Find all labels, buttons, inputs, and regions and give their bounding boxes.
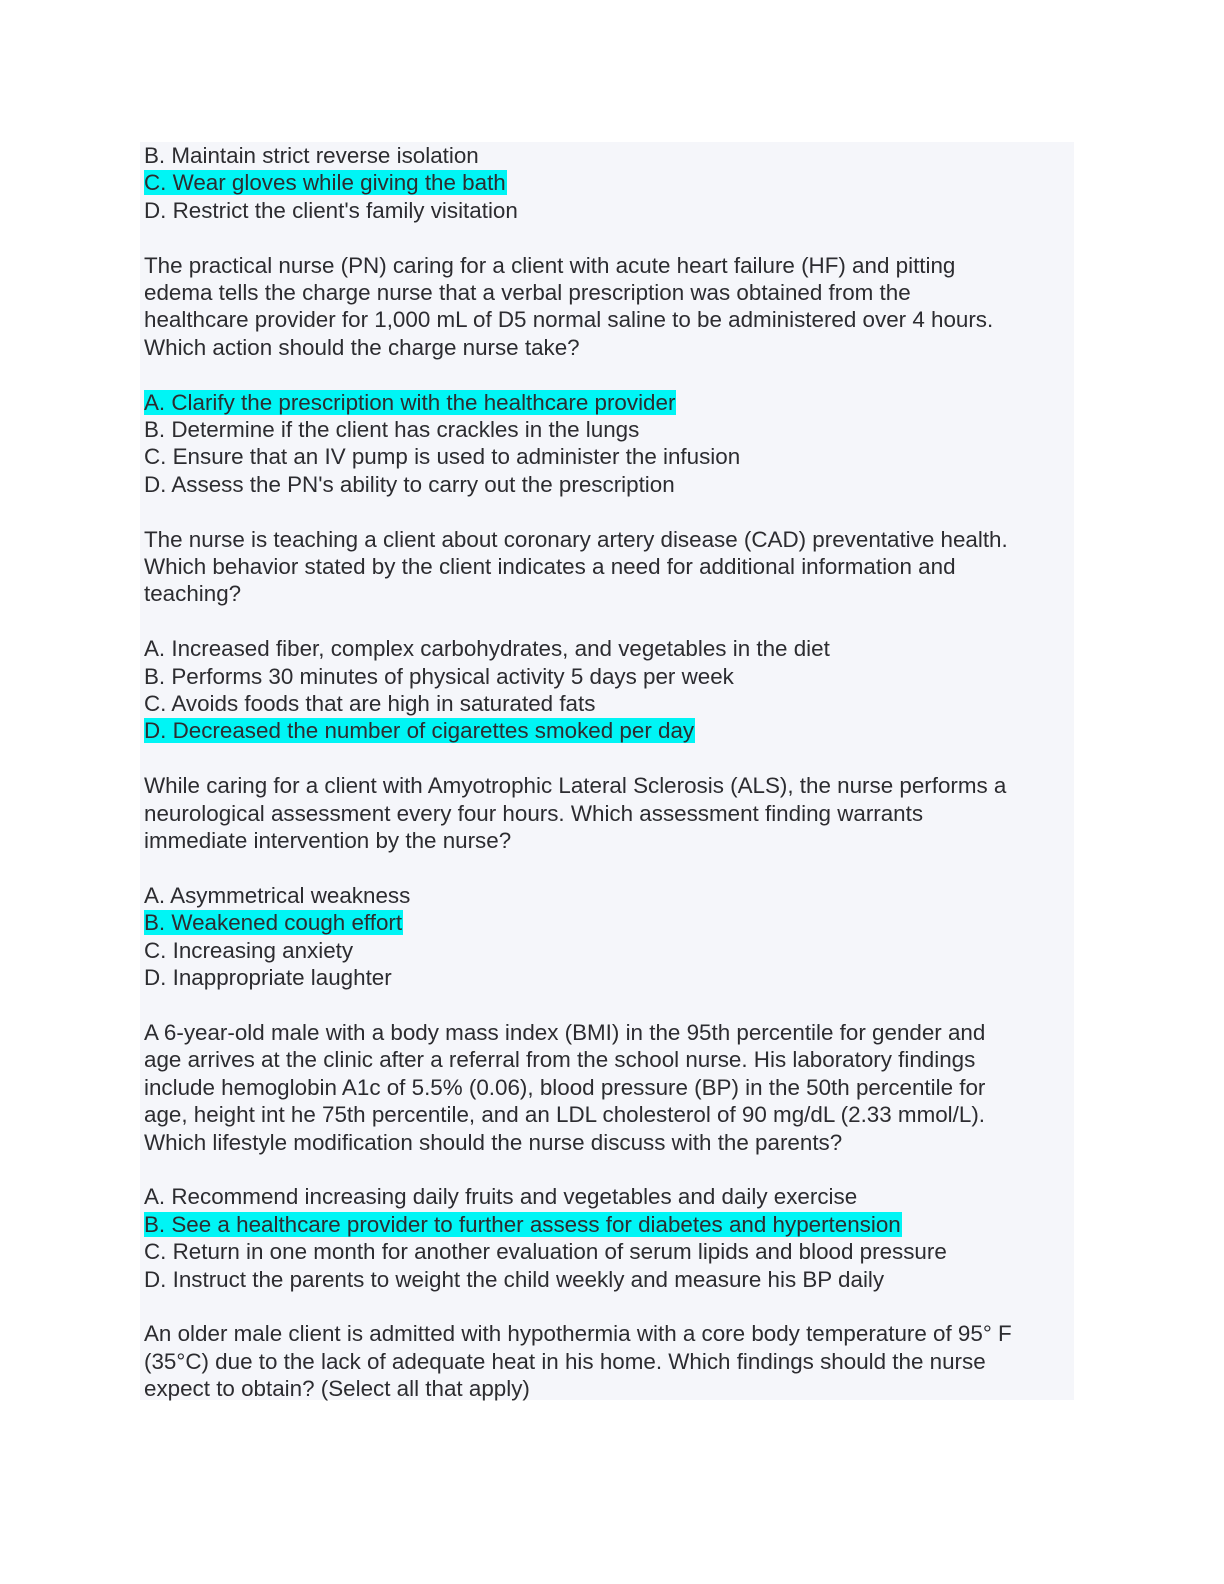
option-text: D. Assess the PN's ability to carry out the prescription bbox=[144, 471, 675, 497]
question-4-options bbox=[144, 1183, 1070, 1293]
question-1-stem bbox=[144, 252, 1070, 362]
option-q1-c bbox=[144, 443, 1070, 470]
stem-line: A 6-year-old male with a body mass index (BMI) in the 95th percentile for gender and bbox=[144, 1019, 986, 1045]
option-q1-a-answer bbox=[144, 389, 1070, 416]
option-text: B. Determine if the client has crackles in the lungs bbox=[144, 417, 640, 443]
highlighted-answer: A. Clarify the prescription with the healthcare provider bbox=[144, 389, 676, 415]
option-text: D. Restrict the client's family visitation bbox=[144, 197, 518, 223]
stem-line: expect to obtain? (Select all that apply) bbox=[144, 1376, 530, 1402]
stem-line: teaching? bbox=[144, 581, 242, 607]
highlighted-answer: B. See a healthcare provider to further assess for diabetes and hypertension bbox=[144, 1211, 901, 1237]
question-2-options bbox=[144, 635, 1070, 745]
option-text: A. Increased fiber, complex carbohydrates, and vegetables in the diet bbox=[144, 636, 830, 662]
option-q2-b bbox=[144, 663, 1070, 690]
option-q3-a bbox=[144, 882, 1070, 909]
option-q1-b bbox=[144, 416, 1070, 443]
option-text: A. Asymmetrical weakness bbox=[144, 882, 411, 908]
question-3-options bbox=[144, 882, 1070, 992]
option-text: D. Instruct the parents to weight the child weekly and measure his BP daily bbox=[144, 1266, 885, 1292]
option-q4-a bbox=[144, 1183, 1070, 1210]
option-q2-c bbox=[144, 690, 1070, 717]
stem-line: age arrives at the clinic after a referral from the school nurse. His laboratory findings bbox=[144, 1047, 976, 1073]
spacer bbox=[144, 361, 1070, 388]
question-0-options bbox=[144, 142, 1070, 224]
spacer bbox=[144, 1156, 1070, 1183]
option-q3-d bbox=[144, 964, 1070, 991]
spacer bbox=[144, 854, 1070, 881]
stem-line: Which lifestyle modification should the nurse discuss with the parents? bbox=[144, 1129, 843, 1155]
option-q0-c-answer bbox=[144, 169, 1070, 196]
question-4-stem bbox=[144, 1019, 1070, 1156]
stem-line: immediate intervention by the nurse? bbox=[144, 828, 512, 854]
stem-line: neurological assessment every four hours. Which assessment finding warrants bbox=[144, 800, 924, 826]
option-q0-b bbox=[144, 142, 1070, 169]
highlighted-answer: C. Wear gloves while giving the bath bbox=[144, 170, 506, 196]
question-2-stem bbox=[144, 526, 1070, 608]
document-text bbox=[144, 142, 1070, 1403]
option-q4-b-answer bbox=[144, 1211, 1070, 1238]
stem-line: Which behavior stated by the client indicates a need for additional information and bbox=[144, 554, 956, 580]
stem-line: Which action should the charge nurse take? bbox=[144, 334, 580, 360]
option-q2-a bbox=[144, 635, 1070, 662]
option-text: A. Recommend increasing daily fruits and vegetables and daily exercise bbox=[144, 1184, 858, 1210]
stem-line: healthcare provider for 1,000 mL of D5 normal saline to be administered over 4 hours. bbox=[144, 307, 994, 333]
spacer bbox=[144, 745, 1070, 772]
option-text: D. Inappropriate laughter bbox=[144, 965, 392, 991]
spacer bbox=[144, 608, 1070, 635]
option-q3-b-answer bbox=[144, 909, 1070, 936]
stem-line: An older male client is admitted with hypothermia with a core body temperature of 95° F bbox=[144, 1321, 1012, 1347]
option-text: B. Performs 30 minutes of physical activity 5 days per week bbox=[144, 663, 734, 689]
option-text: C. Ensure that an IV pump is used to administer the infusion bbox=[144, 444, 741, 470]
stem-line: The practical nurse (PN) caring for a client with acute heart failure (HF) and pitting bbox=[144, 252, 956, 278]
option-q0-d bbox=[144, 197, 1070, 224]
spacer bbox=[144, 1293, 1070, 1320]
option-q4-d bbox=[144, 1266, 1070, 1293]
option-text: C. Return in one month for another evaluation of serum lipids and blood pressure bbox=[144, 1239, 947, 1265]
stem-line: While caring for a client with Amyotrophic Lateral Sclerosis (ALS), the nurse performs a bbox=[144, 773, 1007, 799]
stem-line: edema tells the charge nurse that a verbal prescription was obtained from the bbox=[144, 280, 911, 306]
highlighted-answer: D. Decreased the number of cigarettes smoked per day bbox=[144, 718, 695, 744]
option-q2-d-answer bbox=[144, 717, 1070, 744]
spacer bbox=[144, 224, 1070, 251]
option-text: C. Increasing anxiety bbox=[144, 937, 354, 963]
stem-line: include hemoglobin A1c of 5.5% (0.06), blood pressure (BP) in the 50th percentile for bbox=[144, 1074, 986, 1100]
option-q4-c bbox=[144, 1238, 1070, 1265]
highlighted-answer: B. Weakened cough effort bbox=[144, 910, 403, 936]
spacer bbox=[144, 992, 1070, 1019]
stem-line: age, height int he 75th percentile, and an LDL cholesterol of 90 mg/dL (2.33 mmol/L). bbox=[144, 1102, 985, 1128]
stem-line: (35°C) due to the lack of adequate heat in his home. Which findings should the nurse bbox=[144, 1348, 986, 1374]
stem-line: The nurse is teaching a client about coronary artery disease (CAD) preventative health. bbox=[144, 526, 1008, 552]
question-1-options bbox=[144, 389, 1070, 499]
option-text: B. Maintain strict reverse isolation bbox=[144, 143, 479, 168]
option-text: C. Avoids foods that are high in saturated fats bbox=[144, 691, 596, 717]
option-q3-c bbox=[144, 937, 1070, 964]
spacer bbox=[144, 498, 1070, 525]
option-q1-d bbox=[144, 471, 1070, 498]
question-3-stem bbox=[144, 772, 1070, 854]
question-5-stem bbox=[144, 1320, 1070, 1402]
